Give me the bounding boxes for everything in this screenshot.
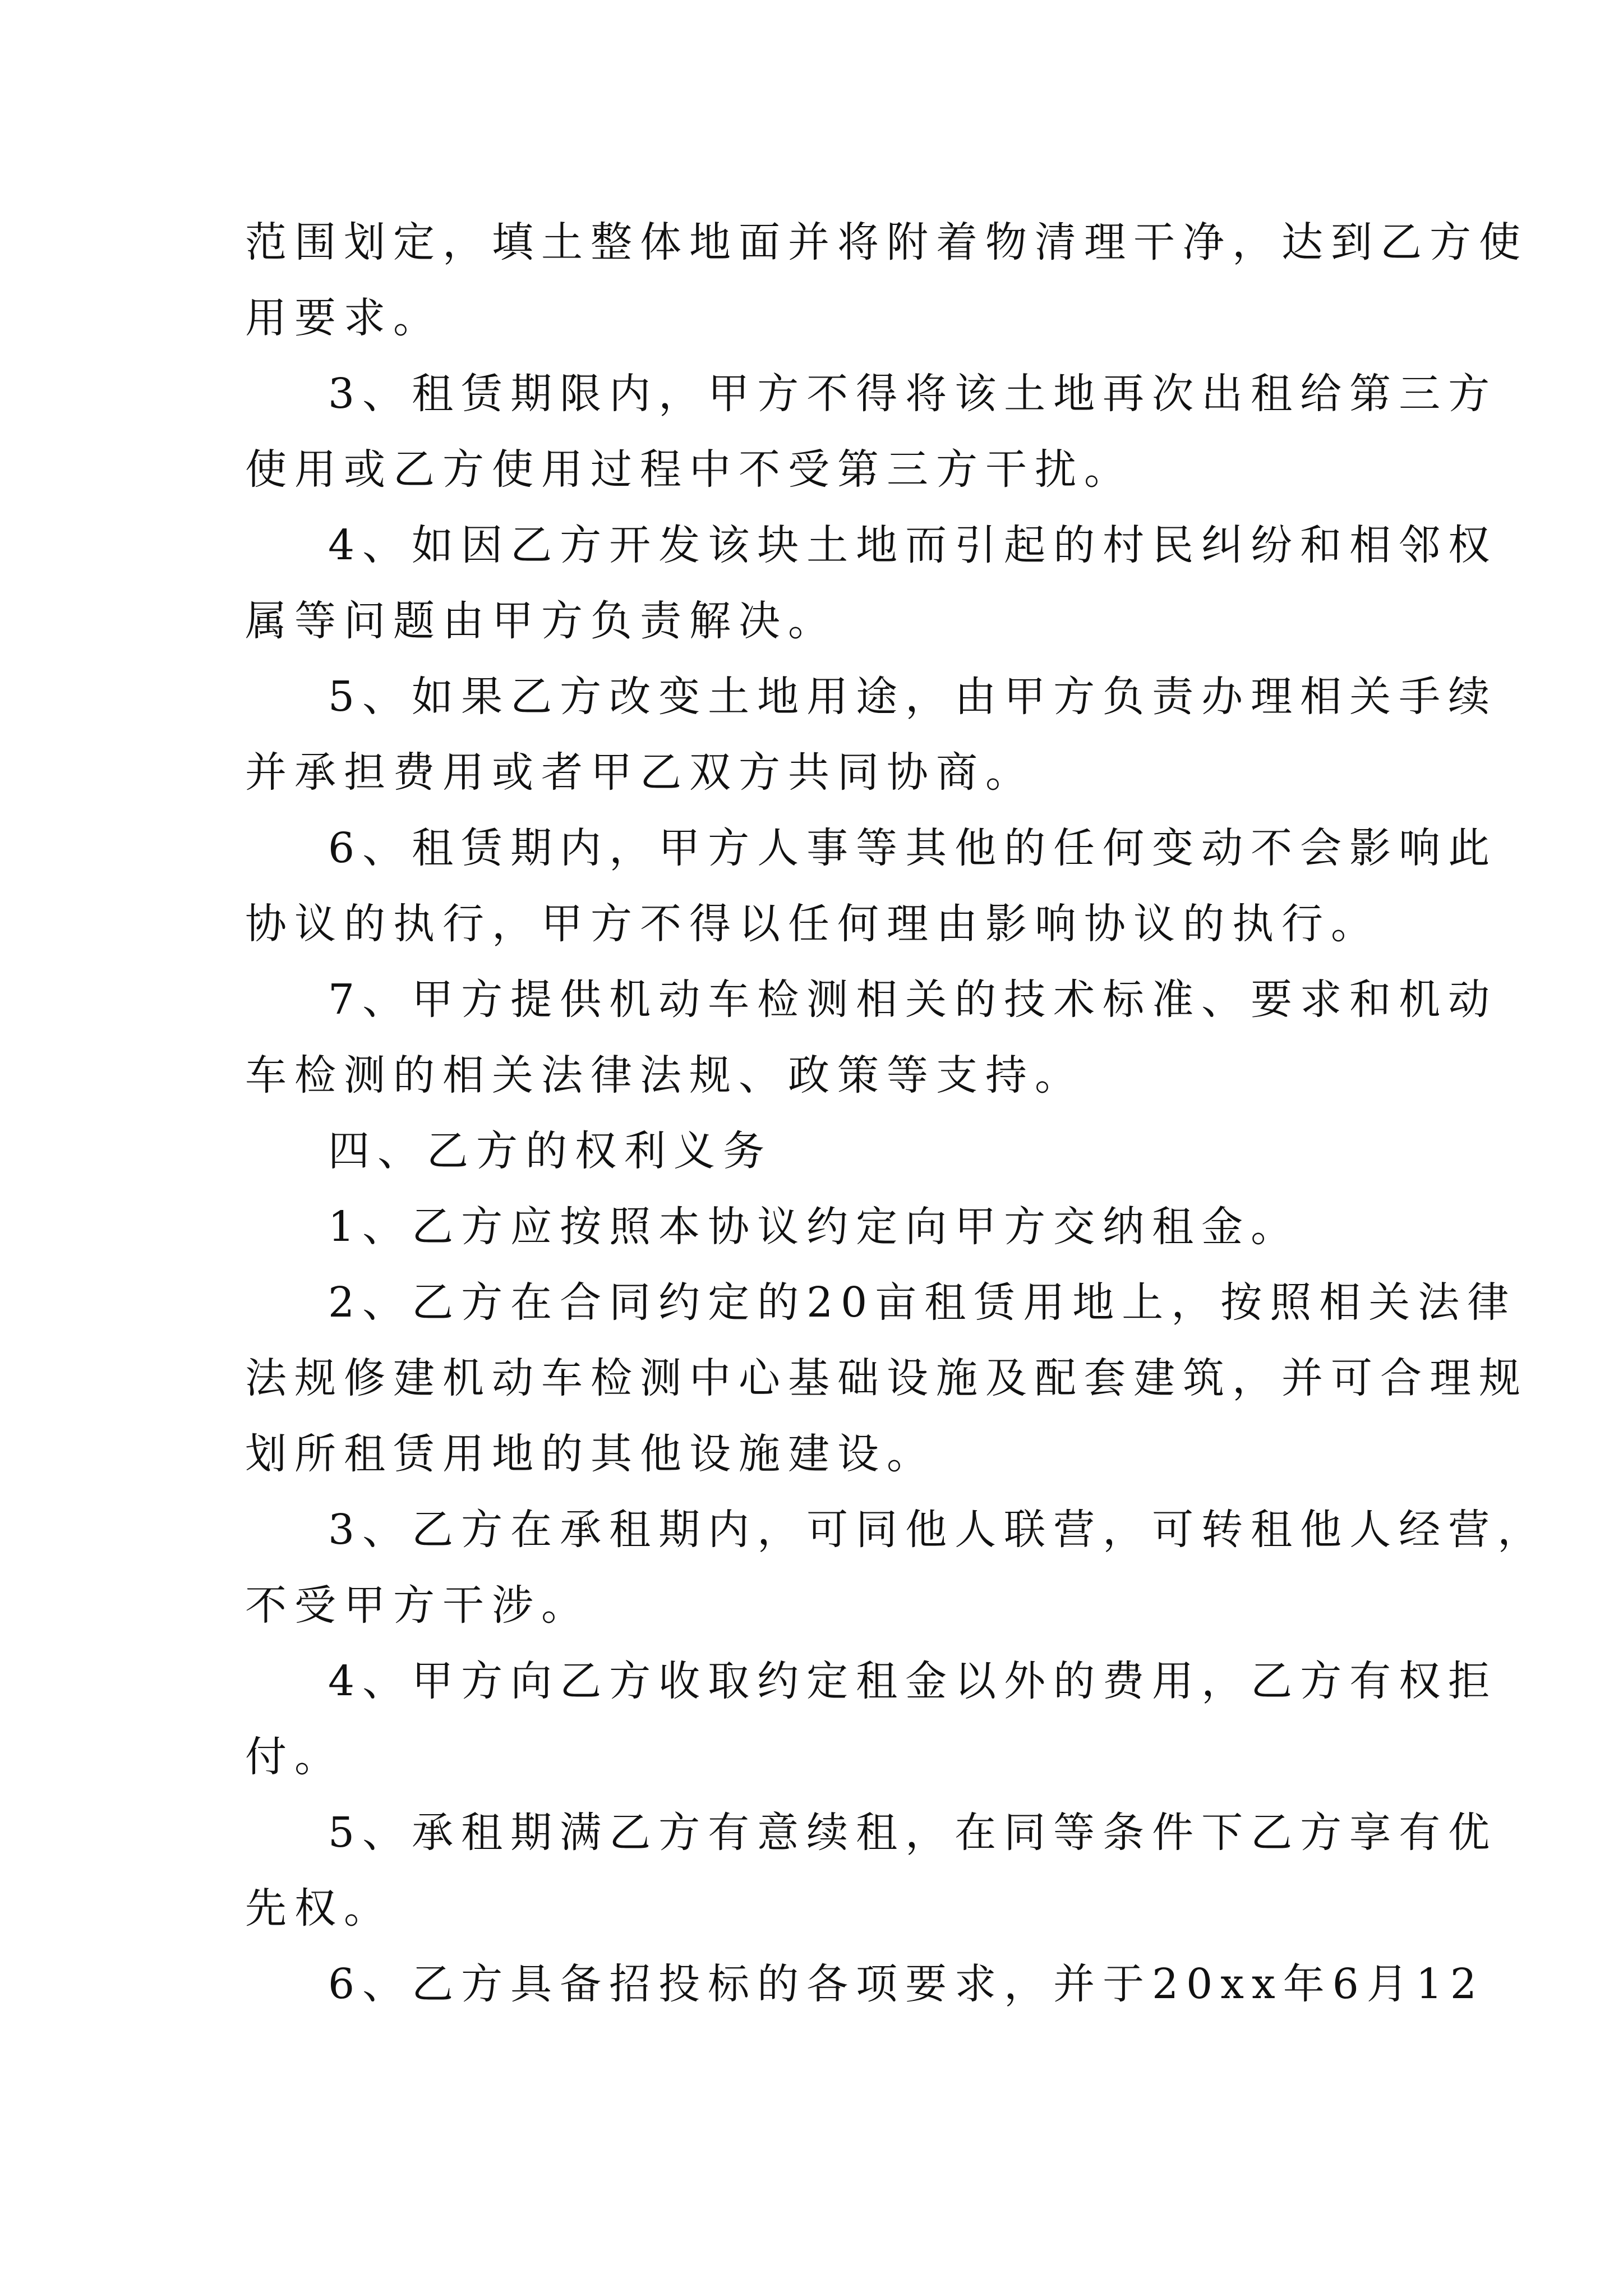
text-line: 法规修建机动车检测中心基础设施及配套建筑，并可合理规 (245, 1354, 1528, 1402)
text-line: 属等问题由甲方负责解决。 (245, 597, 837, 645)
text-line: 1、乙方应按照本协议约定向甲方交纳租金。 (328, 1203, 1301, 1251)
text-line: 5、如果乙方改变土地用途，由甲方负责办理相关手续 (328, 673, 1498, 721)
text-line: 6、乙方具备招投标的各项要求，并于20xx年6月12 (328, 1960, 1484, 2008)
text-line: 范围划定，填土整体地面并将附着物清理干净，达到乙方使 (245, 218, 1528, 266)
text-line: 2、乙方在合同约定的20亩租赁用地上，按照相关法律 (328, 1278, 1517, 1327)
text-line: 用要求。 (245, 294, 442, 342)
text-line: 先权。 (245, 1884, 393, 1932)
text-line: 并承担费用或者甲乙双方共同协商。 (245, 748, 1035, 797)
text-line: 4、甲方向乙方收取约定租金以外的费用，乙方有权拒 (328, 1657, 1498, 1705)
text-line: 4、如因乙方开发该块土地而引起的村民纠纷和相邻权 (328, 521, 1498, 569)
text-line: 付。 (245, 1733, 344, 1781)
text-line: 划所租赁用地的其他设施建设。 (245, 1430, 936, 1478)
text-line: 5、承租期满乙方有意续租，在同等条件下乙方享有优 (328, 1809, 1498, 1857)
text-line: 6、租赁期内，甲方人事等其他的任何变动不会影响此 (328, 824, 1498, 872)
text-line: 3、乙方在承租期内，可同他人联营，可转租他人经营， (328, 1506, 1547, 1554)
text-line: 3、租赁期限内，甲方不得将该土地再次出租给第三方 (328, 370, 1498, 418)
text-line: 协议的执行，甲方不得以任何理由影响协议的执行。 (245, 900, 1380, 948)
text-line: 不受甲方干涉。 (245, 1581, 591, 1630)
text-line: 使用或乙方使用过程中不受第三方干扰。 (245, 445, 1133, 494)
text-line: 车检测的相关法律法规、政策等支持。 (245, 1051, 1084, 1099)
text-line: 7、甲方提供机动车检测相关的技术标准、要求和机动 (328, 976, 1498, 1024)
section-heading: 四、乙方的权利义务 (328, 1127, 772, 1175)
